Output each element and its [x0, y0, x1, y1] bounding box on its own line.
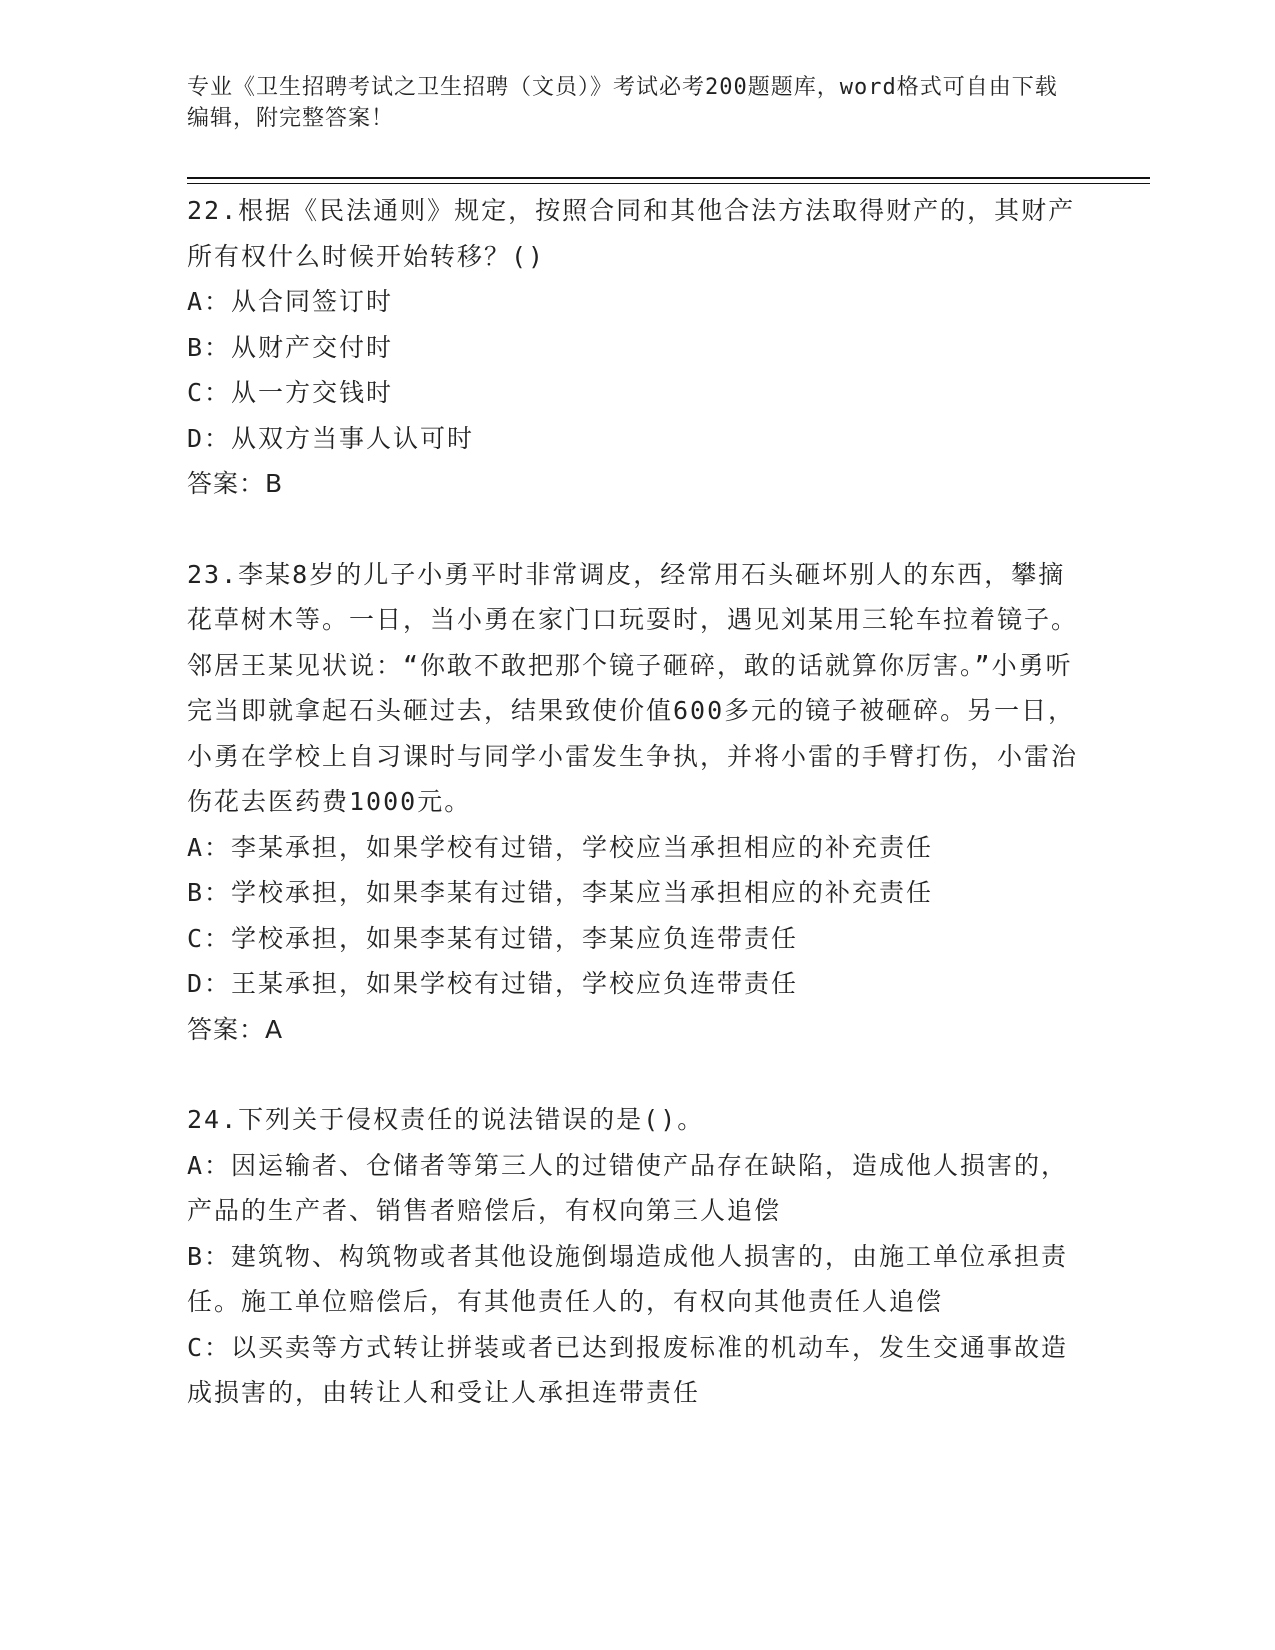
- question-22: [187, 188, 1087, 507]
- header-divider-thin: [187, 183, 1150, 184]
- option-b: B：从财产交付时: [187, 332, 394, 362]
- option-a: A：因运输者、仓储者等第三人的过错使产品存在缺陷，造成他人损害的，产品的生产者、销售者赔偿后，有权向第三人追偿: [187, 1150, 1069, 1225]
- option-a: A：李某承担，如果学校有过错，学校应当承担相应的补充责任: [187, 832, 934, 862]
- option-c: C：从一方交钱时: [187, 378, 394, 407]
- spacer: [187, 507, 1087, 552]
- question-stem: 23.李某8岁的儿子小勇平时非常调皮，经常用石头砸坏别人的东西，攀摘花草树木等。一日，当小勇在家门口玩耍时，遇见刘某用三轮车拉着镜子。邻居王某见状说：“你敢不敢把那个镜子砸碎，敢的话就算你厉害。”小勇听完当即就拿起石头砸过去，结果致使价值600多元的镜子被砸碎。另一日，小勇在学校上自习课时与同学小雷发生争执，并将小雷的手臂打伤，小雷治伤花去医药费1000元。: [187, 559, 1079, 816]
- option-a: A：从合同签订时: [187, 287, 394, 316]
- option-b: B：建筑物、构筑物或者其他设施倒塌造成他人损害的，由施工单位承担责任。施工单位赔偿后，有其他责任人的，有权向其他责任人追偿: [187, 1241, 1069, 1316]
- option-d: D：从双方当事人认可时: [187, 423, 475, 453]
- spacer: [187, 1052, 1087, 1097]
- question-stem: 22.根据《民法通则》规定，按照合同和其他合法方法取得财产的，其财产所有权什么时候开始转移？(): [187, 196, 1076, 271]
- option-c: C：以买卖等方式转让拼装或者已达到报废标准的机动车，发生交通事故造成损害的，由转让人和受让人承担连带责任: [187, 1332, 1069, 1407]
- option-b: B：学校承担，如果李某有过错，李某应当承担相应的补充责任: [187, 878, 934, 907]
- question-list: [187, 188, 1087, 1416]
- answer: 答案：B: [187, 469, 284, 498]
- option-d: D：王某承担，如果学校有过错，学校应负连带责任: [187, 969, 799, 998]
- option-c: C：学校承担，如果李某有过错，李某应负连带责任: [187, 923, 799, 953]
- question-stem: 24.下列关于侵权责任的说法错误的是()。: [187, 1105, 705, 1134]
- answer: 答案：A: [187, 1014, 284, 1044]
- question-24: [187, 1097, 1087, 1416]
- header-divider-thick: [187, 177, 1150, 179]
- document-header: 专业《卫生招聘考试之卫生招聘（文员）》考试必考200题题库，word格式可自由下载编辑，附完整答案！: [187, 75, 1058, 131]
- question-23: [187, 552, 1087, 1053]
